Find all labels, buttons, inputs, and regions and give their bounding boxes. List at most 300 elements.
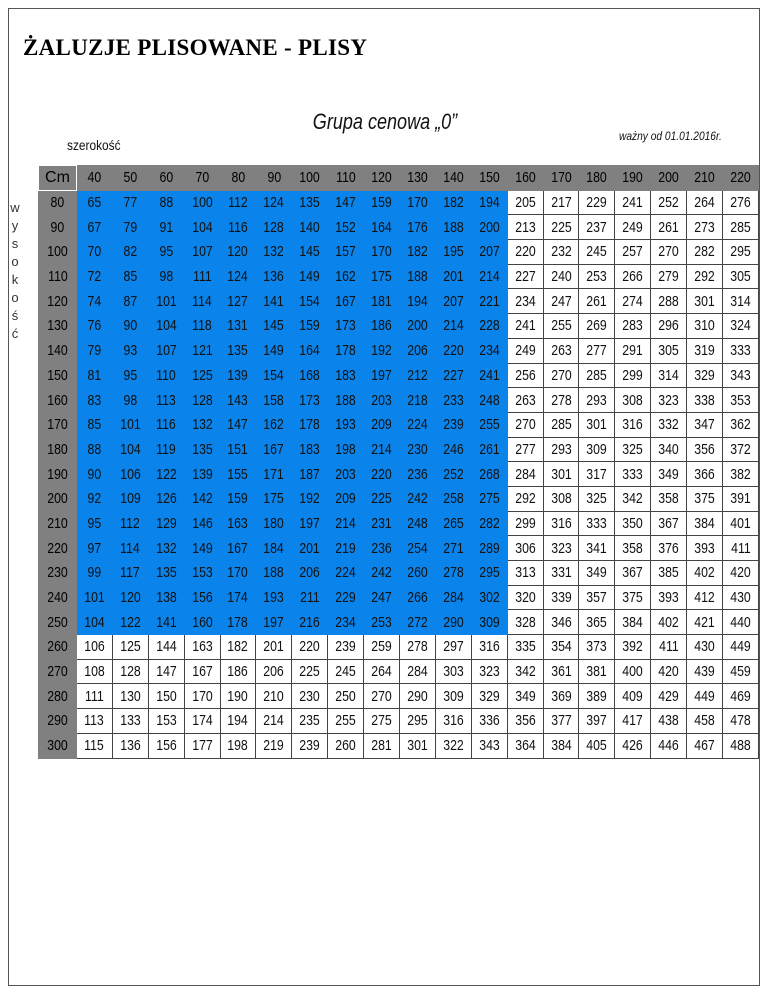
- height-header-cell: 200: [39, 486, 77, 511]
- price-cell: 116: [220, 215, 256, 240]
- height-label-letter: s: [11, 236, 19, 251]
- height-header-cell: 100: [39, 240, 77, 265]
- price-cell: 397: [579, 709, 615, 734]
- price-cell: 88: [77, 437, 113, 462]
- price-cell: 429: [651, 684, 687, 709]
- price-cell: 198: [220, 733, 256, 758]
- price-cell: 310: [687, 314, 723, 339]
- price-cell: 301: [579, 412, 615, 437]
- price-cell: 163: [184, 635, 220, 660]
- price-cell: 147: [220, 412, 256, 437]
- price-cell: 144: [148, 635, 184, 660]
- price-cell: 114: [112, 536, 148, 561]
- price-cell: 182: [400, 240, 436, 265]
- price-cell: 142: [184, 486, 220, 511]
- price-cell: 284: [435, 585, 471, 610]
- height-header-cell: 190: [39, 462, 77, 487]
- price-cell: 153: [148, 709, 184, 734]
- price-cell: 364: [507, 733, 543, 758]
- price-cell: 309: [471, 610, 507, 635]
- height-label-letter: ć: [11, 326, 19, 341]
- price-cell: 393: [651, 585, 687, 610]
- price-cell: 385: [651, 561, 687, 586]
- price-cell: 141: [148, 610, 184, 635]
- price-cell: 183: [328, 363, 364, 388]
- price-cell: 201: [256, 635, 292, 660]
- price-cell: 322: [435, 733, 471, 758]
- price-cell: 92: [77, 486, 113, 511]
- price-cell: 171: [256, 462, 292, 487]
- price-cell: 180: [256, 511, 292, 536]
- price-cell: 349: [651, 462, 687, 487]
- price-cell: 290: [400, 684, 436, 709]
- price-table: [38, 165, 759, 759]
- price-cell: 302: [471, 585, 507, 610]
- price-cell: 214: [256, 709, 292, 734]
- price-cell: 217: [543, 190, 579, 215]
- table-row: [39, 338, 759, 363]
- price-cell: 365: [579, 610, 615, 635]
- price-cell: 382: [723, 462, 759, 487]
- price-cell: 232: [543, 240, 579, 265]
- price-cell: 101: [77, 585, 113, 610]
- price-cell: 248: [400, 511, 436, 536]
- price-cell: 135: [184, 437, 220, 462]
- price-cell: 278: [435, 561, 471, 586]
- price-cell: 149: [292, 264, 328, 289]
- price-cell: 402: [651, 610, 687, 635]
- price-cell: 308: [543, 486, 579, 511]
- price-cell: 159: [292, 314, 328, 339]
- price-cell: 331: [543, 561, 579, 586]
- width-header-cell: 40: [77, 166, 113, 191]
- price-cell: 389: [579, 684, 615, 709]
- width-header-cell: 140: [435, 166, 471, 191]
- price-cell: 175: [256, 486, 292, 511]
- price-cell: 236: [400, 462, 436, 487]
- price-cell: 316: [543, 511, 579, 536]
- price-cell: 426: [615, 733, 651, 758]
- price-cell: 246: [435, 437, 471, 462]
- price-cell: 167: [256, 437, 292, 462]
- price-cell: 250: [328, 684, 364, 709]
- price-cell: 281: [364, 733, 400, 758]
- price-cell: 438: [651, 709, 687, 734]
- price-cell: 357: [579, 585, 615, 610]
- price-cell: 124: [220, 264, 256, 289]
- price-cell: 299: [615, 363, 651, 388]
- price-cell: 90: [77, 462, 113, 487]
- table-row: [39, 486, 759, 511]
- price-cell: 192: [292, 486, 328, 511]
- price-cell: 108: [77, 659, 113, 684]
- price-cell: 401: [723, 511, 759, 536]
- table-row: [39, 462, 759, 487]
- table-row: [39, 610, 759, 635]
- price-cell: 421: [687, 610, 723, 635]
- price-cell: 282: [471, 511, 507, 536]
- price-cell: 220: [435, 338, 471, 363]
- price-cell: 282: [687, 240, 723, 265]
- price-cell: 319: [687, 338, 723, 363]
- price-cell: 224: [400, 412, 436, 437]
- price-cell: 181: [364, 289, 400, 314]
- price-cell: 449: [687, 684, 723, 709]
- price-cell: 106: [112, 462, 148, 487]
- price-cell: 219: [328, 536, 364, 561]
- price-cell: 72: [77, 264, 113, 289]
- price-cell: 143: [220, 388, 256, 413]
- price-cell: 402: [687, 561, 723, 586]
- price-cell: 198: [328, 437, 364, 462]
- price-cell: 295: [723, 240, 759, 265]
- price-cell: 237: [579, 215, 615, 240]
- price-cell: 90: [112, 314, 148, 339]
- price-cell: 239: [328, 635, 364, 660]
- price-cell: 128: [256, 215, 292, 240]
- price-cell: 178: [328, 338, 364, 363]
- price-cell: 285: [543, 412, 579, 437]
- price-cell: 127: [220, 289, 256, 314]
- price-cell: 285: [579, 363, 615, 388]
- price-cell: 478: [723, 709, 759, 734]
- table-row: [39, 659, 759, 684]
- price-cell: 132: [256, 240, 292, 265]
- price-cell: 279: [651, 264, 687, 289]
- table-row: [39, 684, 759, 709]
- price-cell: 296: [651, 314, 687, 339]
- height-header-cell: 120: [39, 289, 77, 314]
- price-cell: 207: [471, 240, 507, 265]
- price-cell: 333: [615, 462, 651, 487]
- height-label-letter: w: [10, 200, 20, 215]
- price-cell: 260: [400, 561, 436, 586]
- price-cell: 183: [292, 437, 328, 462]
- price-cell: 261: [579, 289, 615, 314]
- price-cell: 214: [364, 437, 400, 462]
- price-cell: 203: [364, 388, 400, 413]
- price-cell: 187: [292, 462, 328, 487]
- price-cell: 242: [400, 486, 436, 511]
- price-cell: 356: [687, 437, 723, 462]
- price-cell: 275: [471, 486, 507, 511]
- page-title: ŻALUZJE PLISOWANE - PLISY: [23, 35, 368, 60]
- price-cell: 369: [543, 684, 579, 709]
- price-cell: 375: [615, 585, 651, 610]
- price-cell: 83: [77, 388, 113, 413]
- price-cell: 216: [292, 610, 328, 635]
- price-cell: 373: [579, 635, 615, 660]
- price-cell: 200: [471, 215, 507, 240]
- price-cell: 411: [723, 536, 759, 561]
- price-cell: 139: [220, 363, 256, 388]
- height-header-cell: 280: [39, 684, 77, 709]
- price-cell: 109: [112, 486, 148, 511]
- price-cell: 349: [579, 561, 615, 586]
- price-cell: 195: [435, 240, 471, 265]
- price-cell: 278: [543, 388, 579, 413]
- price-cell: 135: [292, 190, 328, 215]
- price-cell: 446: [651, 733, 687, 758]
- price-cell: 459: [723, 659, 759, 684]
- price-cell: 277: [579, 338, 615, 363]
- price-cell: 234: [507, 289, 543, 314]
- price-cell: 194: [400, 289, 436, 314]
- price-cell: 333: [579, 511, 615, 536]
- price-cell: 323: [543, 536, 579, 561]
- price-cell: 141: [256, 289, 292, 314]
- price-cell: 325: [579, 486, 615, 511]
- price-cell: 339: [543, 585, 579, 610]
- price-cell: 218: [400, 388, 436, 413]
- price-cell: 104: [184, 215, 220, 240]
- price-cell: 98: [112, 388, 148, 413]
- price-cell: 241: [615, 190, 651, 215]
- price-cell: 177: [184, 733, 220, 758]
- price-cell: 224: [328, 561, 364, 586]
- table-row: [39, 733, 759, 758]
- price-cell: 249: [507, 338, 543, 363]
- price-cell: 240: [543, 264, 579, 289]
- price-cell: 79: [77, 338, 113, 363]
- price-cell: 128: [112, 659, 148, 684]
- price-cell: 153: [184, 561, 220, 586]
- price-cell: 149: [256, 338, 292, 363]
- price-cell: 261: [651, 215, 687, 240]
- price-cell: 303: [435, 659, 471, 684]
- price-cell: 82: [112, 240, 148, 265]
- price-cell: 206: [400, 338, 436, 363]
- price-cell: 209: [364, 412, 400, 437]
- price-cell: 362: [723, 412, 759, 437]
- price-cell: 343: [723, 363, 759, 388]
- price-cell: 167: [184, 659, 220, 684]
- price-cell: 174: [184, 709, 220, 734]
- price-cell: 118: [184, 314, 220, 339]
- price-cell: 197: [256, 610, 292, 635]
- price-cell: 325: [615, 437, 651, 462]
- price-cell: 367: [651, 511, 687, 536]
- price-cell: 440: [723, 610, 759, 635]
- price-cell: 417: [615, 709, 651, 734]
- price-cell: 301: [543, 462, 579, 487]
- price-cell: 376: [651, 536, 687, 561]
- price-cell: 95: [77, 511, 113, 536]
- price-cell: 93: [112, 338, 148, 363]
- price-cell: 220: [292, 635, 328, 660]
- price-cell: 225: [364, 486, 400, 511]
- width-header-cell: 70: [184, 166, 220, 191]
- price-cell: 291: [615, 338, 651, 363]
- price-cell: 268: [471, 462, 507, 487]
- price-cell: 233: [435, 388, 471, 413]
- price-cell: 122: [112, 610, 148, 635]
- table-row: [39, 709, 759, 734]
- price-cell: 194: [471, 190, 507, 215]
- price-cell: 271: [435, 536, 471, 561]
- table-row: [39, 585, 759, 610]
- price-cell: 393: [687, 536, 723, 561]
- price-cell: 157: [328, 240, 364, 265]
- price-cell: 100: [184, 190, 220, 215]
- price-cell: 324: [723, 314, 759, 339]
- height-header-cell: 160: [39, 388, 77, 413]
- price-cell: 335: [507, 635, 543, 660]
- price-cell: 197: [364, 363, 400, 388]
- price-cell: 305: [723, 264, 759, 289]
- price-cell: 263: [507, 388, 543, 413]
- price-cell: 467: [687, 733, 723, 758]
- price-cell: 299: [507, 511, 543, 536]
- price-cell: 197: [292, 511, 328, 536]
- height-header-cell: 300: [39, 733, 77, 758]
- price-cell: 188: [328, 388, 364, 413]
- table-row: [39, 264, 759, 289]
- price-cell: 115: [77, 733, 113, 758]
- price-cell: 384: [615, 610, 651, 635]
- price-cell: 242: [364, 561, 400, 586]
- price-cell: 150: [148, 684, 184, 709]
- price-cell: 245: [328, 659, 364, 684]
- price-cell: 343: [471, 733, 507, 758]
- price-cell: 214: [435, 314, 471, 339]
- price-cell: 117: [112, 561, 148, 586]
- price-cell: 193: [256, 585, 292, 610]
- price-cell: 292: [687, 264, 723, 289]
- price-cell: 288: [651, 289, 687, 314]
- price-cell: 255: [328, 709, 364, 734]
- height-header-cell: 170: [39, 412, 77, 437]
- price-cell: 284: [400, 659, 436, 684]
- price-cell: 98: [148, 264, 184, 289]
- price-cell: 277: [507, 437, 543, 462]
- price-cell: 249: [615, 215, 651, 240]
- width-header-cell: 120: [364, 166, 400, 191]
- price-cell: 350: [615, 511, 651, 536]
- height-header-cell: 130: [39, 314, 77, 339]
- price-cell: 147: [328, 190, 364, 215]
- price-cell: 278: [400, 635, 436, 660]
- price-cell: 439: [687, 659, 723, 684]
- price-cell: 342: [615, 486, 651, 511]
- price-cell: 458: [687, 709, 723, 734]
- table-row: [39, 314, 759, 339]
- price-cell: 136: [112, 733, 148, 758]
- price-cell: 225: [292, 659, 328, 684]
- price-cell: 229: [579, 190, 615, 215]
- price-cell: 329: [687, 363, 723, 388]
- price-cell: 151: [220, 437, 256, 462]
- price-cell: 253: [364, 610, 400, 635]
- height-header-cell: 210: [39, 511, 77, 536]
- price-cell: 176: [400, 215, 436, 240]
- price-cell: 356: [507, 709, 543, 734]
- price-cell: 227: [507, 264, 543, 289]
- price-cell: 206: [292, 561, 328, 586]
- price-cell: 112: [220, 190, 256, 215]
- price-cell: 107: [148, 338, 184, 363]
- price-cell: 104: [148, 314, 184, 339]
- price-cell: 221: [471, 289, 507, 314]
- price-cell: 110: [148, 363, 184, 388]
- price-cell: 209: [328, 486, 364, 511]
- price-cell: 256: [507, 363, 543, 388]
- price-cell: 449: [723, 635, 759, 660]
- height-header-cell: 250: [39, 610, 77, 635]
- height-label-letter: o: [11, 290, 19, 305]
- price-cell: 70: [77, 240, 113, 265]
- price-cell: 188: [435, 215, 471, 240]
- price-cell: 255: [543, 314, 579, 339]
- width-header-cell: 220: [723, 166, 759, 191]
- price-cell: 184: [256, 536, 292, 561]
- price-cell: 411: [651, 635, 687, 660]
- price-cell: 207: [435, 289, 471, 314]
- price-cell: 91: [148, 215, 184, 240]
- price-cell: 332: [651, 412, 687, 437]
- price-cell: 412: [687, 585, 723, 610]
- width-header-cell: 110: [328, 166, 364, 191]
- price-cell: 309: [435, 684, 471, 709]
- price-cell: 125: [184, 363, 220, 388]
- price-cell: 97: [77, 536, 113, 561]
- price-cell: 247: [364, 585, 400, 610]
- price-list-page: [8, 8, 760, 986]
- price-cell: 139: [184, 462, 220, 487]
- price-cell: 213: [507, 215, 543, 240]
- price-cell: 124: [256, 190, 292, 215]
- price-cell: 316: [471, 635, 507, 660]
- price-cell: 381: [579, 659, 615, 684]
- price-cell: 273: [687, 215, 723, 240]
- price-cell: 206: [256, 659, 292, 684]
- price-cell: 160: [184, 610, 220, 635]
- price-cell: 234: [471, 338, 507, 363]
- price-cell: 400: [615, 659, 651, 684]
- price-cell: 270: [543, 363, 579, 388]
- price-cell: 188: [400, 264, 436, 289]
- price-cell: 211: [292, 585, 328, 610]
- price-cell: 99: [77, 561, 113, 586]
- price-cell: 309: [579, 437, 615, 462]
- height-header-cell: 260: [39, 635, 77, 660]
- price-cell: 182: [435, 190, 471, 215]
- price-cell: 120: [220, 240, 256, 265]
- price-cell: 290: [435, 610, 471, 635]
- price-cell: 81: [77, 363, 113, 388]
- price-cell: 234: [328, 610, 364, 635]
- price-cell: 133: [112, 709, 148, 734]
- price-cell: 168: [292, 363, 328, 388]
- height-header-cell: 150: [39, 363, 77, 388]
- width-header-cell: 170: [543, 166, 579, 191]
- price-cell: 293: [543, 437, 579, 462]
- price-cell: 95: [112, 363, 148, 388]
- price-cell: 316: [435, 709, 471, 734]
- price-cell: 317: [579, 462, 615, 487]
- price-cell: 252: [435, 462, 471, 487]
- price-cell: 147: [148, 659, 184, 684]
- width-header-cell: 60: [148, 166, 184, 191]
- price-cell: 328: [507, 610, 543, 635]
- price-cell: 405: [579, 733, 615, 758]
- price-cell: 241: [471, 363, 507, 388]
- price-cell: 130: [112, 684, 148, 709]
- height-header-cell: 270: [39, 659, 77, 684]
- price-cell: 201: [292, 536, 328, 561]
- price-cell: 301: [400, 733, 436, 758]
- height-header-cell: 140: [39, 338, 77, 363]
